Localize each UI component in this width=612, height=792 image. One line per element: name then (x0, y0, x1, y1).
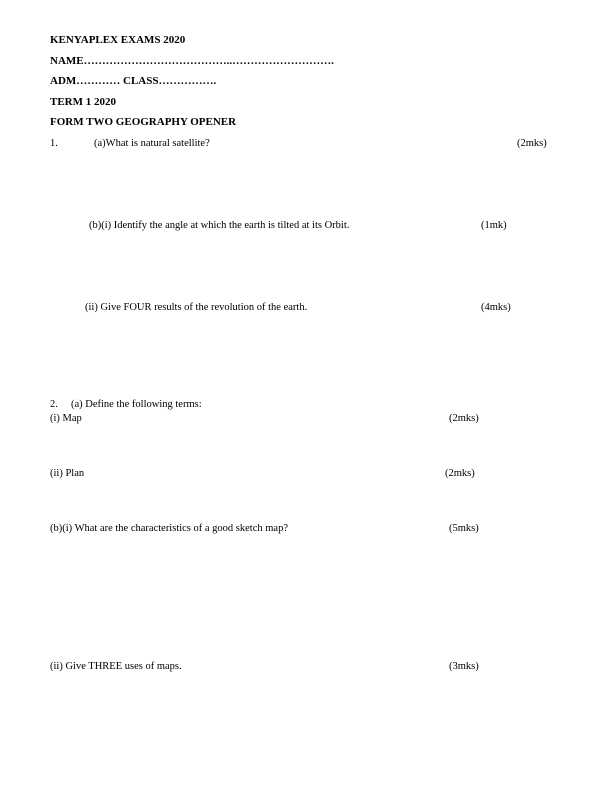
paper-title: FORM TWO GEOGRAPHY OPENER (50, 116, 237, 128)
adm-class-line: ADM………… CLASS……………. (50, 75, 217, 87)
question-1b-ii-marks: (4mks) (481, 302, 511, 313)
question-2b-i-marks: (5mks) (449, 523, 479, 534)
question-1a-text: (a)What is natural satellite? (94, 138, 210, 149)
question-2-number: 2. (50, 399, 58, 410)
question-2a-text: (a) Define the following terms: (71, 399, 202, 410)
question-2b-ii-marks: (3mks) (449, 661, 479, 672)
question-1a-marks: (2mks) (517, 138, 547, 149)
question-2a-i-text: (i) Map (50, 413, 82, 424)
term-label: TERM 1 2020 (50, 96, 116, 108)
question-2a-ii-text: (ii) Plan (50, 468, 85, 479)
question-2b-i-text: (b)(i) What are the characteristics of a good sketch map? (50, 523, 288, 534)
question-2a-ii-marks: (2mks) (445, 468, 475, 479)
exam-title: KENYAPLEX EXAMS 2020 (50, 34, 186, 46)
name-line: NAME…………………………………..………………………. (50, 55, 334, 67)
question-2b-ii-text: (ii) Give THREE uses of maps. (50, 661, 182, 672)
question-1b-ii-text: (ii) Give FOUR results of the revolution of the earth. (85, 302, 308, 313)
question-1b-i-marks: (1mk) (481, 220, 507, 231)
question-1-number: 1. (50, 138, 58, 149)
question-1b-i-text: (b)(i) Identify the angle at which the earth is tilted at its Orbit. (89, 220, 350, 231)
question-2a-i-marks: (2mks) (449, 413, 479, 424)
